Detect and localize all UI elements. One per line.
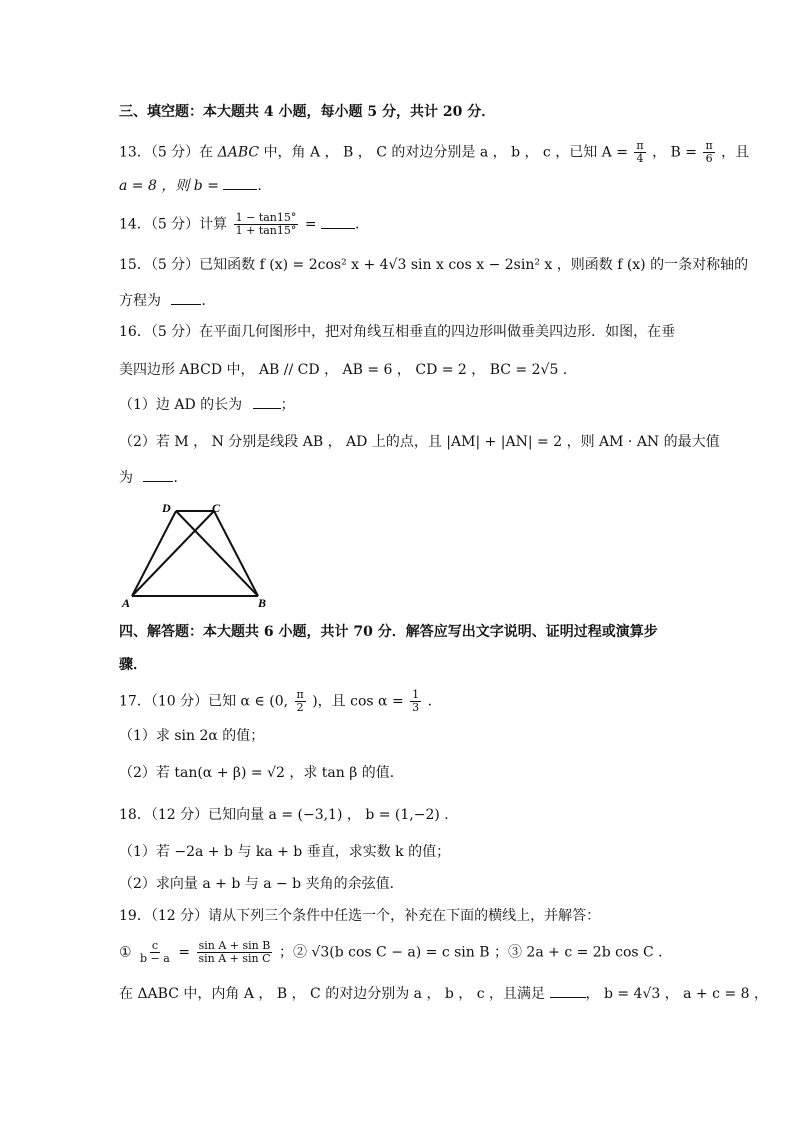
question-14 (119, 212, 369, 237)
label-d: D (162, 501, 171, 515)
edge-ad (132, 511, 176, 596)
q14-answer-blank[interactable] (321, 216, 355, 229)
q13-mid: 中，角 A ， B ， C 的对边分别是 a ， b ， c ，已知 A = (263, 144, 628, 161)
label-b: B (258, 596, 267, 610)
question-16-part2 (119, 433, 720, 451)
question-19-line3 (119, 985, 768, 1003)
q15-lead: 15．（5 分）已知函数 f (x) = 2cos² x + 4√3 sin x cos x − 2sin² x ，则函数 f (x) 的一条对称轴的 (119, 257, 749, 273)
q13-end: ． (257, 178, 272, 194)
label-c: C (212, 501, 221, 515)
trapezoid-diagram (118, 498, 278, 610)
question-16-line2 (119, 361, 577, 379)
question-13 (119, 140, 749, 165)
conditions-2-3: ；② √3(b cos C − a) = c sin B ；③ 2a + c = 2b cos C ． (278, 944, 673, 961)
q14-end: ． (355, 216, 370, 233)
question-18-part2: （2）求向量 a + b 与 a − b 夹角的余弦值． (119, 876, 404, 892)
condition-1-frac-left: $\frac{c}{b - a}$ (140, 939, 170, 965)
section-4-heading: 四、解答题：本大题共 6 小题，共计 70 分．解答应写出文字说明、证明过程或演算步 (119, 624, 658, 640)
question-16-part1 (119, 396, 295, 414)
question-19: 19．（12 分）请从下列三个条件中任选一个，补充在下面的横线上，并解答： (119, 908, 601, 924)
condition-1-eq: = (178, 944, 191, 961)
question-18: 18．（12 分）已知向量 a = (−3,1) ， b = (1,−2) ． (119, 807, 459, 823)
q14-eq: = (304, 216, 317, 233)
question-17-part2: （2）若 tan(α + β) = √2 ，求 tan β 的值． (119, 765, 404, 781)
condition-1-mark: ① (119, 944, 132, 961)
q15-end: ． (201, 293, 216, 309)
diagonal-bd (176, 511, 258, 596)
question-18-part1: （1）若 −2a + b 与 ka + b 垂直，求实数 k 的值； (119, 844, 451, 860)
edge-cb (214, 511, 258, 596)
q16-part2-text: （2）若 M ， N 分别是线段 AB ， AD 上的点，且 |AM| + |AN| = 2 ，则 AM · AN 的最大值 (119, 434, 720, 450)
q17-frac-cos: $\frac{1}{3}$ (412, 688, 420, 714)
q13-answer-blank[interactable] (223, 177, 257, 190)
question-17-part1: （1）求 sin 2α 的值； (119, 728, 265, 744)
q19-line3b: ， b = 4√3 ， a + c = 8 ， (585, 986, 768, 1002)
q17-mid: )，且 cos α = (312, 693, 404, 710)
q16-lead: 16．（5 分）在平面几何图形中，把对角线互相垂直的四边形叫做垂美四边形．如图，在垂 (119, 324, 676, 340)
question-13-line2 (119, 177, 271, 195)
label-a: A (122, 596, 131, 610)
question-15 (119, 256, 748, 274)
q13-line2-text: a = 8 ，则 b = (119, 178, 219, 194)
q13-tail: ，且 (721, 144, 750, 161)
q16-part1-end: ； (280, 397, 295, 413)
q16-part2-blank[interactable] (143, 469, 173, 482)
condition-1-frac-right: $\frac{\text{sin A + sin B}}{\text{sin A + sin C}}$ (198, 939, 271, 965)
q13-lead: 13．（5 分）在 (119, 144, 214, 161)
q16-part2-end: ． (173, 470, 188, 486)
q17-lead: 17．（10 分）已知 α ∈ (0, (119, 693, 289, 710)
q16-line2: 美四边形 ABCD 中， AB // CD ， AB = 6 ， CD = 2 ， BC = 2√5 ． (119, 362, 577, 378)
q17-frac-pi: $\frac{\pi}{2}$ (296, 688, 304, 714)
section-3-heading: 三、填空题：本大题共 4 小题，每小题 5 分，共计 20 分． (119, 104, 496, 120)
q14-fraction: $\frac{1 - \tan 15^\circ}{1 + \tan 15^\circ}$ (235, 211, 297, 237)
trapezoid-figure (118, 498, 278, 610)
q13-triangle: ΔABC (217, 144, 260, 161)
q19-line3a: 在 ΔABC 中，内角 A ， B ， C 的对边分别为 a ， b ， c ，且满足 (119, 986, 546, 1002)
q16-part2-line2: 为 (119, 470, 133, 486)
question-15-line2 (119, 292, 215, 310)
section-4-heading-line2: 骤． (119, 657, 147, 673)
question-16 (119, 323, 675, 341)
q13-frac-a: $\frac{\pi}{4}$ (636, 139, 644, 165)
q16-part1-text: （1）边 AD 的长为 (119, 397, 243, 413)
question-16-part2-line2 (119, 469, 187, 487)
q17-end: ． (427, 693, 442, 710)
q14-lead: 14．（5 分）计算 (119, 216, 228, 233)
q13-frac-b: $\frac{\pi}{6}$ (705, 139, 713, 165)
q16-part1-blank[interactable] (253, 396, 281, 409)
q15-answer-blank[interactable] (171, 292, 201, 305)
diagonal-ac (132, 511, 214, 596)
question-19-conditions (119, 940, 672, 965)
q19-answer-blank[interactable] (550, 985, 586, 998)
q15-line2: 方程为 (119, 293, 161, 309)
q13-mid-b: ， B = (652, 144, 698, 161)
question-17 (119, 689, 442, 714)
